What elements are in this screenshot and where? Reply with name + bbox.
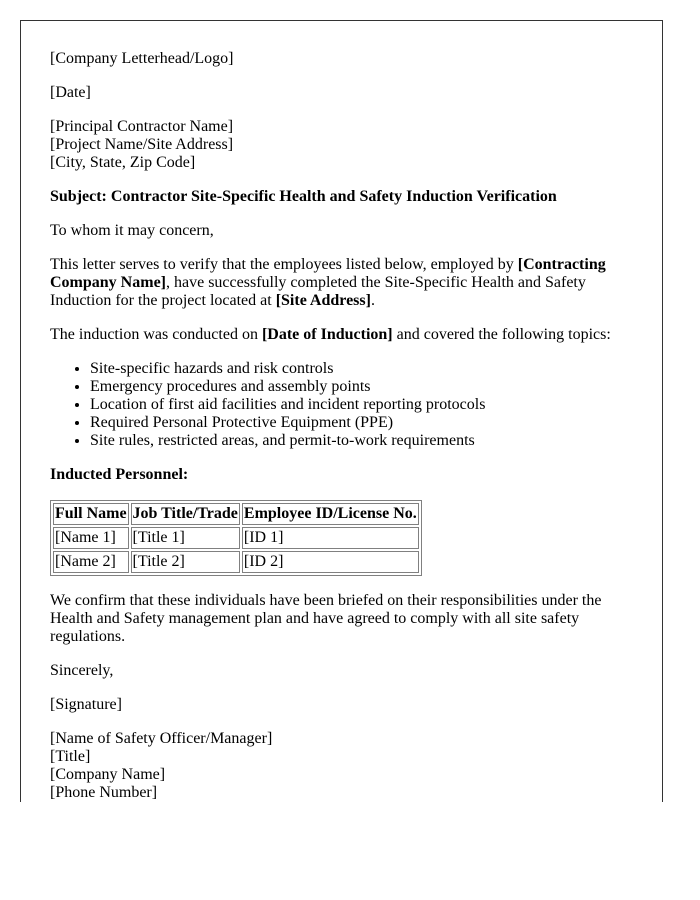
letterhead: [Company Letterhead/Logo] (50, 50, 234, 67)
signer-name: [Name of Safety Officer/Manager] (50, 730, 273, 747)
signer-company: [Company Name] (50, 766, 166, 783)
site-address-placeholder: [Site Address] (275, 292, 371, 309)
body-text: and covered the following topics: (392, 326, 611, 343)
signer-phone: [Phone Number] (50, 784, 158, 801)
topics-list (50, 360, 632, 450)
signer-title: [Title] (50, 748, 91, 765)
body-paragraph-verification (50, 256, 632, 310)
personnel-heading: Inducted Personnel: (50, 466, 189, 483)
table-cell: [ID 1] (242, 527, 419, 549)
table-row (53, 551, 419, 573)
table-cell: [Name 2] (53, 551, 129, 573)
list-item: • Site-specific hazards and risk controls (90, 360, 632, 378)
body-text: This letter serves to verify that the employees listed below, employed by (50, 256, 518, 273)
induction-date-placeholder: [Date of Induction] (261, 326, 393, 343)
column-header: Job Title/Trade (131, 503, 240, 525)
recipient-project: [Project Name/Site Address] (50, 136, 234, 153)
table-header-row (53, 503, 419, 525)
personnel-table (50, 500, 422, 576)
table-row (53, 527, 419, 549)
list-item: • Emergency procedures and assembly points (90, 378, 632, 396)
body-text: . (370, 292, 375, 309)
recipient-city: [City, State, Zip Code] (50, 154, 196, 171)
table-cell: [Title 1] (131, 527, 240, 549)
subject-line: Subject: Contractor Site-Specific Health and Safety Induction Verification (50, 188, 557, 205)
body-text: , have successfully completed the Site-Specific Health and Safety Induction for the project located at (50, 274, 586, 309)
recipient-name: [Principal Contractor Name] (50, 118, 234, 135)
table-cell: [ID 2] (242, 551, 419, 573)
body-paragraph-confirmation: We confirm that these individuals have been briefed on their responsibilities under the Health and Safety management plan and have agreed to comply with all site safety regulations. (50, 592, 602, 645)
table-cell: [Name 1] (53, 527, 129, 549)
body-text: The induction was conducted on (50, 326, 262, 343)
contracting-company-placeholder: [Contracting Company Name] (50, 256, 606, 291)
closing: Sincerely, (50, 662, 114, 679)
signature-placeholder: [Signature] (50, 696, 122, 713)
salutation: To whom it may concern, (50, 222, 214, 239)
list-item: • Required Personal Protective Equipment (PPE) (90, 414, 632, 432)
column-header: Full Name (53, 503, 129, 525)
recipient-address (50, 118, 632, 172)
signer-block (50, 730, 632, 802)
letter-date: [Date] (50, 84, 91, 101)
list-item: • Site rules, restricted areas, and permit-to-work requirements (90, 432, 632, 450)
letter-document (20, 20, 663, 802)
body-paragraph-induction (50, 326, 632, 344)
column-header: Employee ID/License No. (242, 503, 419, 525)
table-cell: [Title 2] (131, 551, 240, 573)
list-item: • Location of first aid facilities and incident reporting protocols (90, 396, 632, 414)
